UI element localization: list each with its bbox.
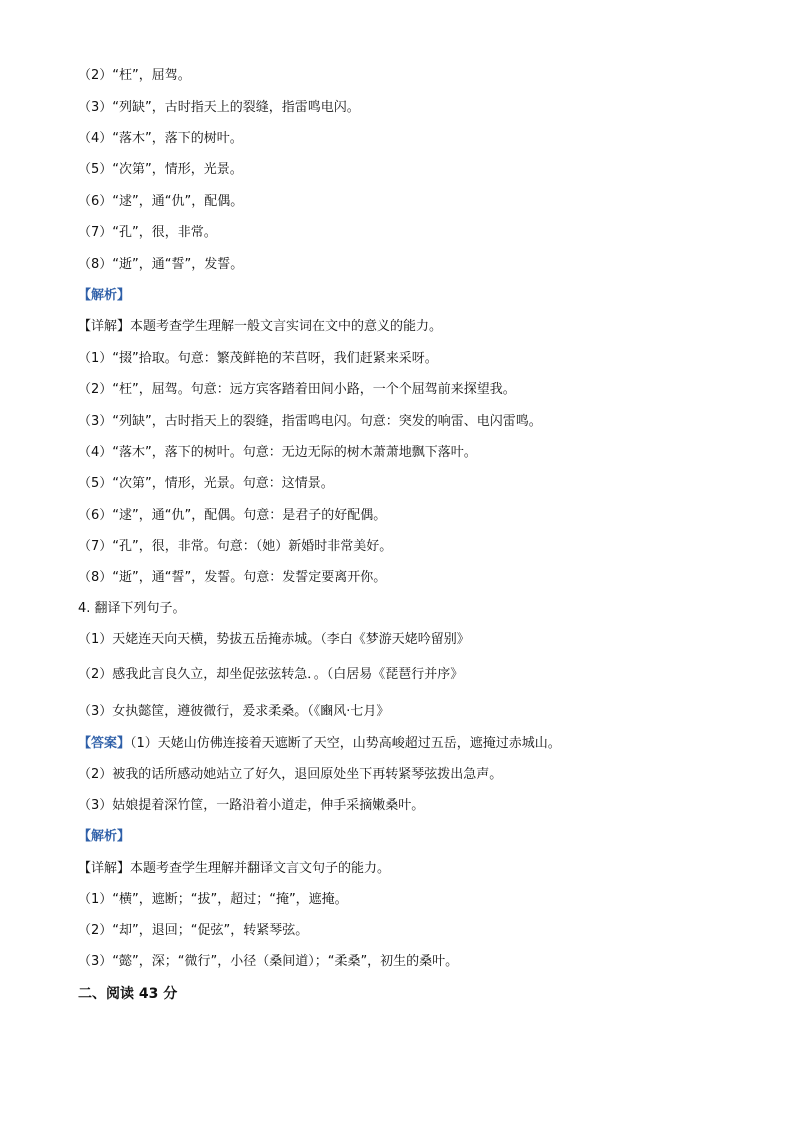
analysis-label	[78, 828, 738, 846]
note-item: （2）“枉”，屈驾。	[78, 68, 191, 83]
analysis-item: （4）“落木”，落下的树叶。句意：无边无际的树木萧萧地飘下落叶。	[78, 445, 477, 460]
note-item: （4）“落木”，落下的树叶。	[78, 131, 243, 146]
question-item: （1）天姥连天向天横，势拔五岳掩赤城。（李白《梦游天姥吟留别》	[78, 632, 470, 647]
section-heading: 二、阅读 43 分	[78, 986, 178, 1002]
question-item: （2）感我此言良久立，却坐促弦弦转急．。（白居易《琵琶行并序》	[78, 667, 464, 682]
detail-tag: 【详解】	[78, 319, 131, 334]
note-item: （6）“逑”，通“仇”，配偶。	[78, 194, 244, 209]
detail-line	[78, 860, 738, 878]
analysis-item: （1）“横”，遮断；“拔”，超过；“掩”，遮掩。	[78, 892, 348, 907]
analysis-item: （5）“次第”，情形，光景。句意：这情景。	[78, 476, 334, 491]
note-item: （5）“次第”，情形，光景。	[78, 162, 243, 177]
analysis-tag: 【解析】	[78, 829, 131, 844]
note-item: （8）“逝”，通“誓”，发誓。	[78, 257, 244, 272]
analysis-item: （6）“逑”，通“仇”，配偶。句意：是君子的好配偶。	[78, 508, 387, 523]
detail-tag: 【详解】	[78, 861, 131, 876]
detail-text: 本题考查学生理解并翻译文言文句子的能力。	[130, 861, 391, 876]
analysis-item: （3）“懿”，深；“微行”，小径（桑间道）；“柔桑”，初生的桑叶。	[78, 954, 459, 969]
answer-tag: 【答案】	[78, 736, 131, 751]
analysis-tag: 【解析】	[78, 288, 131, 303]
answer-line	[78, 735, 738, 753]
detail-line	[78, 318, 738, 336]
analysis-item: （2）“却”，退回；“促弦”，转紧琴弦。	[78, 923, 309, 938]
answer-item: （3）姑娘提着深竹筐，一路沿着小道走，伸手采摘嫩桑叶。	[78, 798, 425, 813]
answer-first: （1）天姥山仿佛连接着天遮断了天空，山势高峻超过五岳，遮掩过赤城山。	[130, 736, 561, 751]
analysis-item: （1）“掇”拾取。句意：繁茂鲜艳的芣苢呀，我们赶紧来采呀。	[78, 351, 438, 366]
note-item: （7）“孔”，很，非常。	[78, 225, 217, 240]
analysis-item: （7）“孔”，很，非常。句意：（她）新婚时非常美好。	[78, 539, 393, 554]
analysis-item: （8）“逝”，通“誓”，发誓。句意：发誓定要离开你。	[78, 570, 387, 585]
note-item: （3）“列缺”，古时指天上的裂缝，指雷鸣电闪。	[78, 100, 360, 115]
question-title: 4. 翻译下列句子。	[78, 601, 186, 616]
detail-text: 本题考查学生理解一般文言实词在文中的意义的能力。	[130, 319, 443, 334]
answer-item: （2）被我的话所感动她站立了好久，退回原处坐下再转紧琴弦拨出急声。	[78, 767, 503, 782]
analysis-item: （3）“列缺”，古时指天上的裂缝，指雷鸣电闪。句意：突发的响雷、电闪雷鸣。	[78, 414, 542, 429]
analysis-label	[78, 287, 738, 305]
question-item: （3）女执懿筐，遵彼微行，爰求柔桑。（《豳风·七月》	[78, 704, 390, 719]
analysis-item: （2）“枉”，屈驾。句意：远方宾客踏着田间小路，一个个屈驾前来探望我。	[78, 382, 516, 397]
